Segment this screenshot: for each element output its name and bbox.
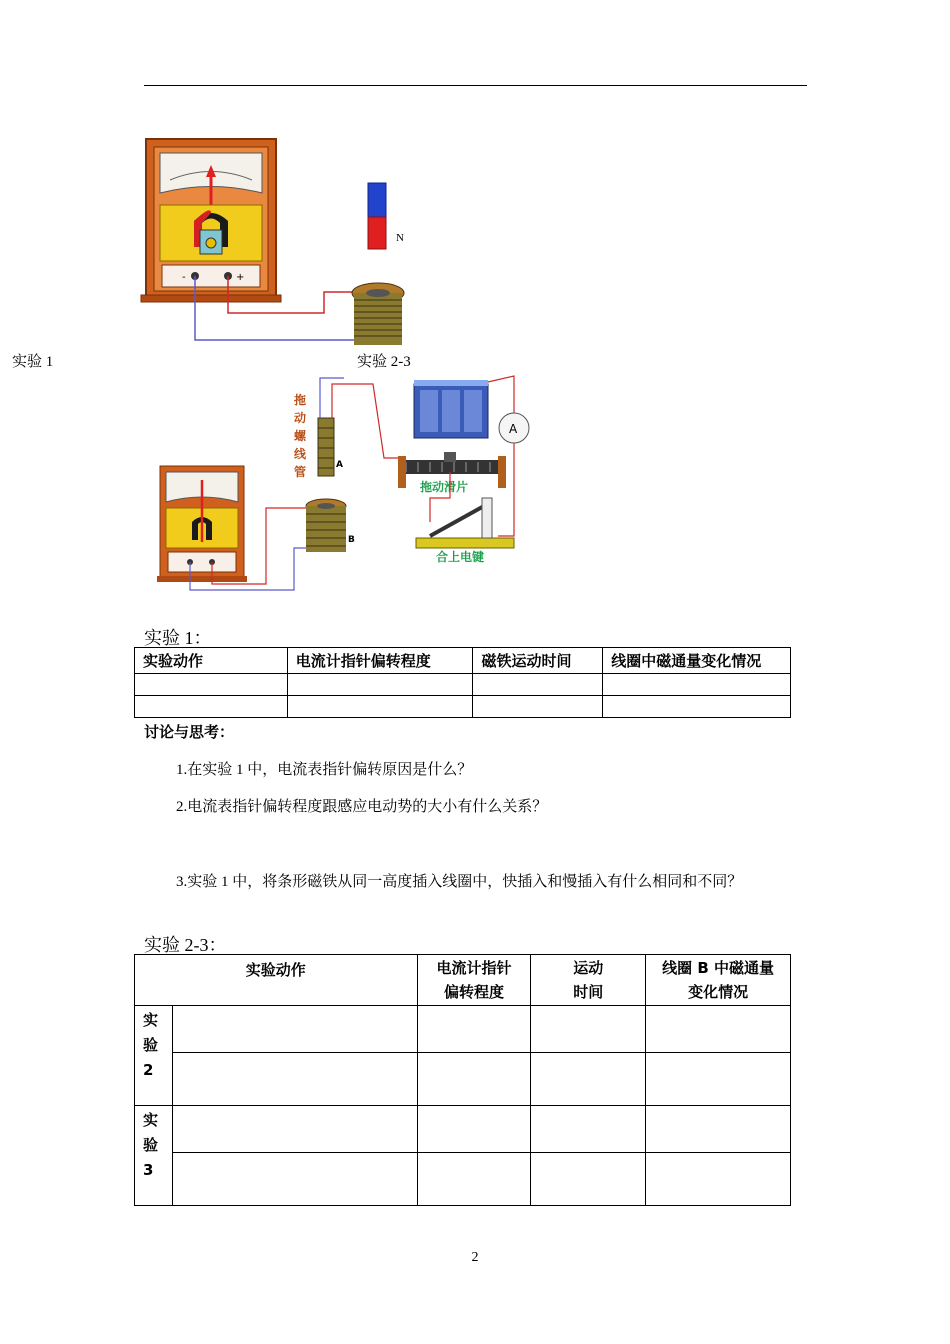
coil-a-label: A — [336, 460, 343, 470]
table-cell[interactable] — [172, 1006, 417, 1053]
question-1: 1.在实验 1 中，电流表指针偏转原因是什么？ — [176, 762, 473, 778]
exp23-heading: 实验 2-3： — [144, 935, 227, 955]
table-cell[interactable] — [473, 674, 603, 696]
table-cell[interactable] — [172, 1053, 417, 1106]
row-group-char: 实 — [143, 1011, 159, 1029]
bar-magnet — [368, 183, 386, 217]
header-line: 偏转程度 — [443, 983, 504, 1001]
discussion-title: 讨论与思考： — [144, 723, 235, 741]
table-header-cell — [531, 955, 646, 1006]
table-cell[interactable] — [172, 1106, 417, 1153]
slider-label: 拖动滑片 — [420, 480, 469, 494]
table-cell[interactable] — [417, 1006, 531, 1053]
table-row — [135, 696, 791, 718]
table-cell[interactable] — [531, 1106, 646, 1153]
table-cell[interactable] — [646, 1153, 791, 1206]
table-cell[interactable] — [135, 674, 288, 696]
caption-exp1: 实验 1 — [12, 354, 54, 370]
table-header-cell: 电流计指针偏转程度 — [287, 648, 473, 674]
table-cell[interactable] — [531, 1153, 646, 1206]
coil-b — [306, 506, 346, 552]
svg-text:+: + — [236, 272, 245, 283]
switch-label: 合上电键 — [436, 550, 485, 564]
table-cell[interactable] — [287, 674, 473, 696]
table-cell[interactable] — [287, 696, 473, 718]
table-cell[interactable] — [473, 696, 603, 718]
vertical-label-char: 动 — [294, 411, 307, 425]
magnet-pole-label: N — [396, 232, 404, 244]
table-header-row — [135, 648, 791, 674]
vertical-label-char: 拖 — [294, 393, 307, 407]
row-group-char: 验 — [143, 1136, 159, 1154]
row-group-char: 2 — [143, 1061, 154, 1079]
table-header-cell: 磁铁运动时间 — [473, 648, 603, 674]
figure-experiment-2-3 — [148, 372, 538, 600]
table-row — [135, 1153, 791, 1206]
row-group-label — [135, 1106, 173, 1206]
question-2: 2.电流表指针偏转程度跟感应电动势的大小有什么关系？ — [176, 799, 548, 815]
table-cell[interactable] — [646, 1006, 791, 1053]
row-group-char: 3 — [143, 1161, 154, 1179]
table-row — [135, 1053, 791, 1106]
exp1-heading: 实验 1： — [144, 628, 212, 648]
vertical-label-char: 管 — [294, 465, 307, 479]
coil-b-label: B — [348, 535, 355, 545]
table-cell[interactable] — [417, 1106, 531, 1153]
table-header-row — [135, 955, 791, 1006]
table-cell[interactable] — [646, 1106, 791, 1153]
table-cell[interactable] — [172, 1153, 417, 1206]
coil-a — [318, 418, 334, 476]
header-line: 变化情况 — [688, 983, 749, 1001]
figure-experiment-1 — [140, 135, 430, 347]
header-rule — [144, 85, 807, 86]
table-header-cell: 实验动作 — [135, 955, 418, 1006]
row-group-label — [135, 1006, 173, 1106]
header-line: 电流计指针 — [436, 959, 512, 977]
coil — [354, 293, 402, 345]
exp1-table — [134, 647, 791, 718]
table-cell[interactable] — [646, 1053, 791, 1106]
table-header-cell: 实验动作 — [135, 648, 288, 674]
table-cell[interactable] — [531, 1006, 646, 1053]
header-line: 线圈 B 中磁通量 — [662, 959, 775, 977]
table-cell[interactable] — [417, 1153, 531, 1206]
table-header-cell — [417, 955, 531, 1006]
table-header-cell: 线圈中磁通量变化情况 — [603, 648, 791, 674]
header-line: 时间 — [573, 983, 604, 1001]
switch-lever — [430, 506, 484, 536]
row-group-char: 实 — [143, 1111, 159, 1129]
vertical-label-char: 螺 — [294, 429, 307, 443]
svg-text:-: - — [182, 272, 186, 283]
table-cell[interactable] — [603, 696, 791, 718]
table-row — [135, 674, 791, 696]
table-header-cell — [646, 955, 791, 1006]
row-group-char: 验 — [143, 1036, 159, 1054]
table-row — [135, 1006, 791, 1053]
table-cell[interactable] — [603, 674, 791, 696]
rheostat — [400, 460, 504, 474]
ammeter-label: A — [509, 422, 518, 436]
table-cell[interactable] — [531, 1053, 646, 1106]
header-line: 运动 — [573, 959, 604, 977]
caption-exp23: 实验 2-3 — [357, 354, 411, 370]
vertical-label-char: 线 — [294, 447, 307, 461]
page-number: 2 — [471, 1250, 479, 1265]
exp23-table — [134, 954, 791, 1206]
table-cell[interactable] — [135, 696, 288, 718]
question-3: 3.实验 1 中，将条形磁铁从同一高度插入线圈中，快插入和慢插入有什么相同和不同？ — [176, 874, 743, 890]
switch-base — [416, 538, 514, 548]
table-cell[interactable] — [417, 1053, 531, 1106]
table-row — [135, 1106, 791, 1153]
